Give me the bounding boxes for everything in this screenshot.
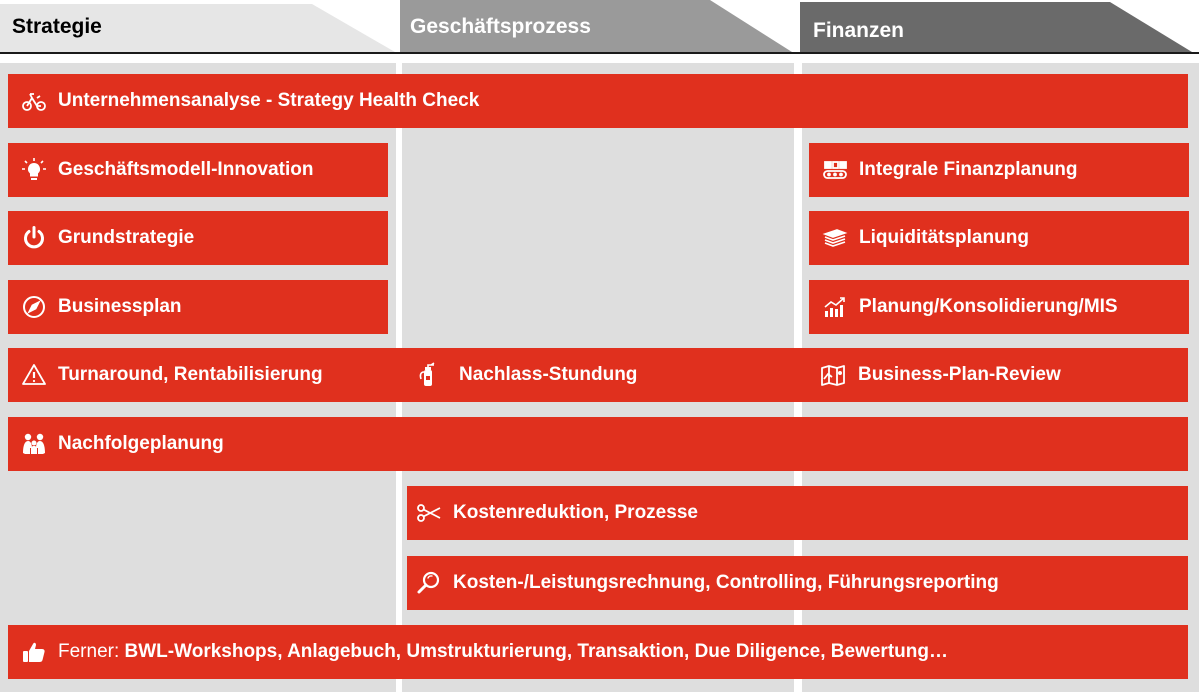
tab-strategie [0, 4, 400, 54]
header-rule [0, 52, 1199, 54]
footer-prefix: Ferner: [58, 641, 120, 662]
service-geschaeftsmodell-innovation [8, 143, 388, 197]
tab-label-strategie: Strategie [12, 15, 102, 38]
service-kosten-leistungsrechnung [407, 556, 1188, 610]
service-integrale-finanzplanung [809, 143, 1189, 197]
growth-chart-icon [821, 293, 849, 321]
power-icon [20, 224, 48, 252]
thumbs-up-icon [20, 638, 48, 666]
service-label: Nachlass-Stundung [459, 364, 638, 385]
service-label: Kostenreduktion, Prozesse [453, 502, 698, 523]
compass-icon [20, 293, 48, 321]
service-nachlass-stundung [414, 348, 637, 402]
service-business-plan-review [819, 348, 1061, 402]
money-stack-icon [821, 224, 849, 252]
service-kostenreduktion-prozesse [407, 486, 1188, 540]
tab-label-geschaeftsprozess: Geschäftsprozess [410, 15, 591, 38]
service-planung-konsolidierung-mis [809, 280, 1189, 334]
service-label: Nachfolgeplanung [58, 433, 224, 454]
map-icon [819, 361, 847, 389]
service-label: Liquiditätsplanung [859, 227, 1029, 248]
service-label: Kosten-/Leistungsrechnung, Controlling, Führungsreporting [453, 572, 999, 593]
conveyor-icon [821, 156, 849, 184]
service-label: Geschäftsmodell-Innovation [58, 159, 314, 180]
service-label: Businessplan [58, 296, 182, 317]
footer-label: BWL-Workshops, Anlagebuch, Umstrukturierung, Transaktion, Due Diligence, Bewertung… [124, 641, 948, 662]
tab-finanzen [800, 2, 1199, 52]
service-grundstrategie [8, 211, 388, 265]
magnifier-icon [415, 569, 443, 597]
warning-icon [20, 361, 48, 389]
tab-geschaeftsprozess [400, 0, 800, 50]
service-strategy-health-check [8, 74, 1188, 128]
fire-extinguisher-icon [414, 361, 442, 389]
service-label: Planung/Konsolidierung/MIS [859, 296, 1118, 317]
scissors-icon [415, 499, 443, 527]
service-label: Integrale Finanzplanung [859, 159, 1078, 180]
tab-label-finanzen: Finanzen [813, 19, 905, 42]
service-ferner [8, 625, 1188, 679]
service-label: Unternehmensanalyse - Strategy Health Check [58, 90, 480, 111]
service-label: Business-Plan-Review [858, 364, 1061, 385]
lightbulb-icon [20, 156, 48, 184]
family-icon [20, 430, 48, 458]
service-businessplan [8, 280, 388, 334]
service-liquiditaetsplanung [809, 211, 1189, 265]
service-nachfolgeplanung [8, 417, 1188, 471]
bicycle-icon [20, 87, 48, 115]
service-label: Turnaround, Rentabilisierung [58, 364, 323, 385]
service-label: Grundstrategie [58, 227, 195, 248]
